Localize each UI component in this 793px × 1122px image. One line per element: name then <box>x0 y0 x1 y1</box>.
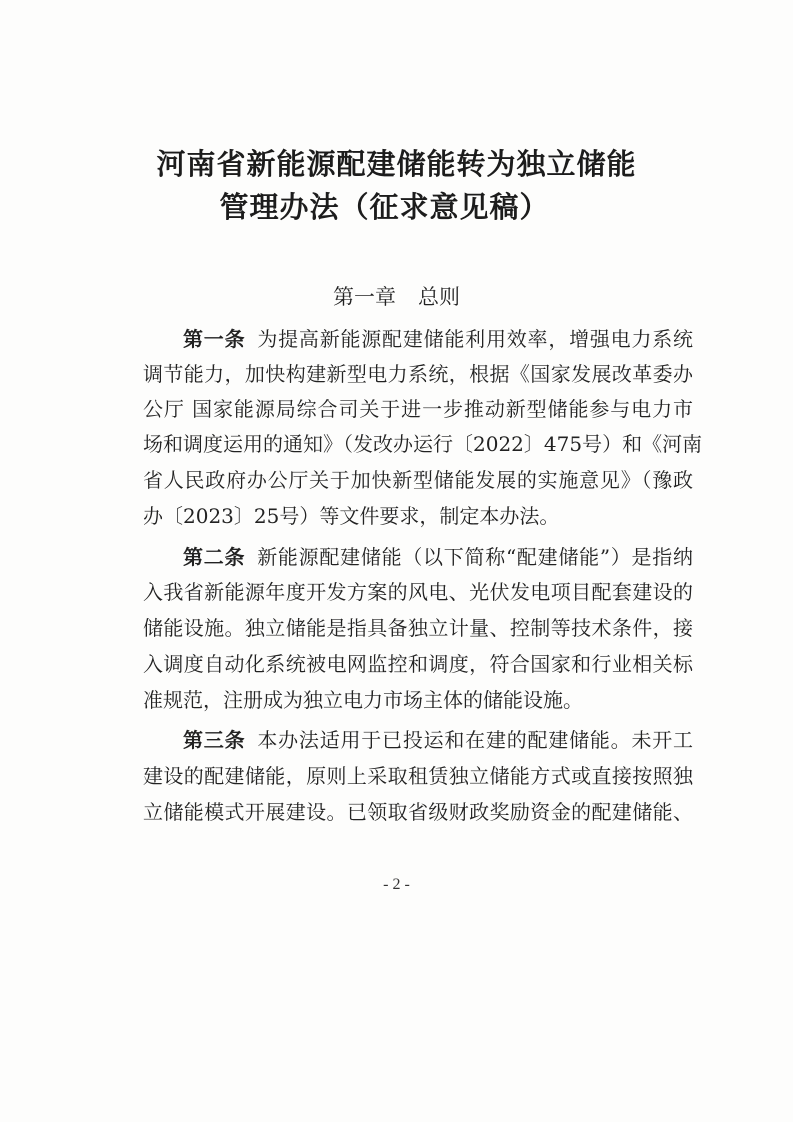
document-title-line-1: 河南省新能源配建储能转为独立储能 <box>156 147 637 181</box>
article-1-line-3: 公厅 国家能源局综合司关于进一步推动新型储能参与电力市 <box>143 397 693 421</box>
chapter-heading <box>0 281 793 311</box>
article-1-line-1 <box>183 322 693 356</box>
article-2-line-3: 储能设施。独立储能是指具备独立计量、控制等技术条件，接 <box>143 616 693 640</box>
article-2-line-2: 入我省新能源年度开发方案的风电、光伏发电项目配套建设的 <box>143 580 693 604</box>
document-title-line-2: 管理办法（征求意见稿） <box>219 190 550 224</box>
article-3-label: 第三条 <box>183 728 246 752</box>
article-2-line-5: 准规范，注册成为独立电力市场主体的储能设施。 <box>143 688 583 712</box>
article-3-line-2: 建设的配建储能，原则上采取租赁独立储能方式或直接按照独 <box>143 764 693 788</box>
chapter-name: 总则 <box>418 285 460 309</box>
article-1-line-2: 调节能力，加快构建新型电力系统，根据《国家发展改革委办 <box>143 362 693 386</box>
article-2-line-1 <box>183 540 693 574</box>
article-1-line-4: 场和调度运用的通知》（发改办运行〔2022〕475号）和《河南 <box>143 432 703 456</box>
article-2-line-4: 入调度自动化系统被电网监控和调度，符合国家和行业相关标 <box>143 652 693 676</box>
article-3-line-1 <box>183 723 693 757</box>
article-3-line-3: 立储能模式开展建设。已领取省级财政奖励资金的配建储能、 <box>143 800 693 824</box>
article-1-text-1: 为提高新能源配建储能利用效率，增强电力系统 <box>257 327 694 351</box>
article-2-text-1: 新能源配建储能（以下简称“配建储能”）是指纳 <box>257 545 694 569</box>
article-3-text-1: 本办法适用于已投运和在建的配建储能。未开工 <box>257 728 694 752</box>
article-2-label: 第二条 <box>183 545 246 569</box>
page-number: - 2 - <box>383 876 410 893</box>
chapter-number: 第一章 <box>333 285 396 309</box>
article-1-line-6: 办〔2023〕25号）等文件要求，制定本办法。 <box>143 504 560 528</box>
article-1-label: 第一条 <box>183 327 246 351</box>
article-1-line-5: 省人民政府办公厅关于加快新型储能发展的实施意见》（豫政 <box>143 468 693 492</box>
